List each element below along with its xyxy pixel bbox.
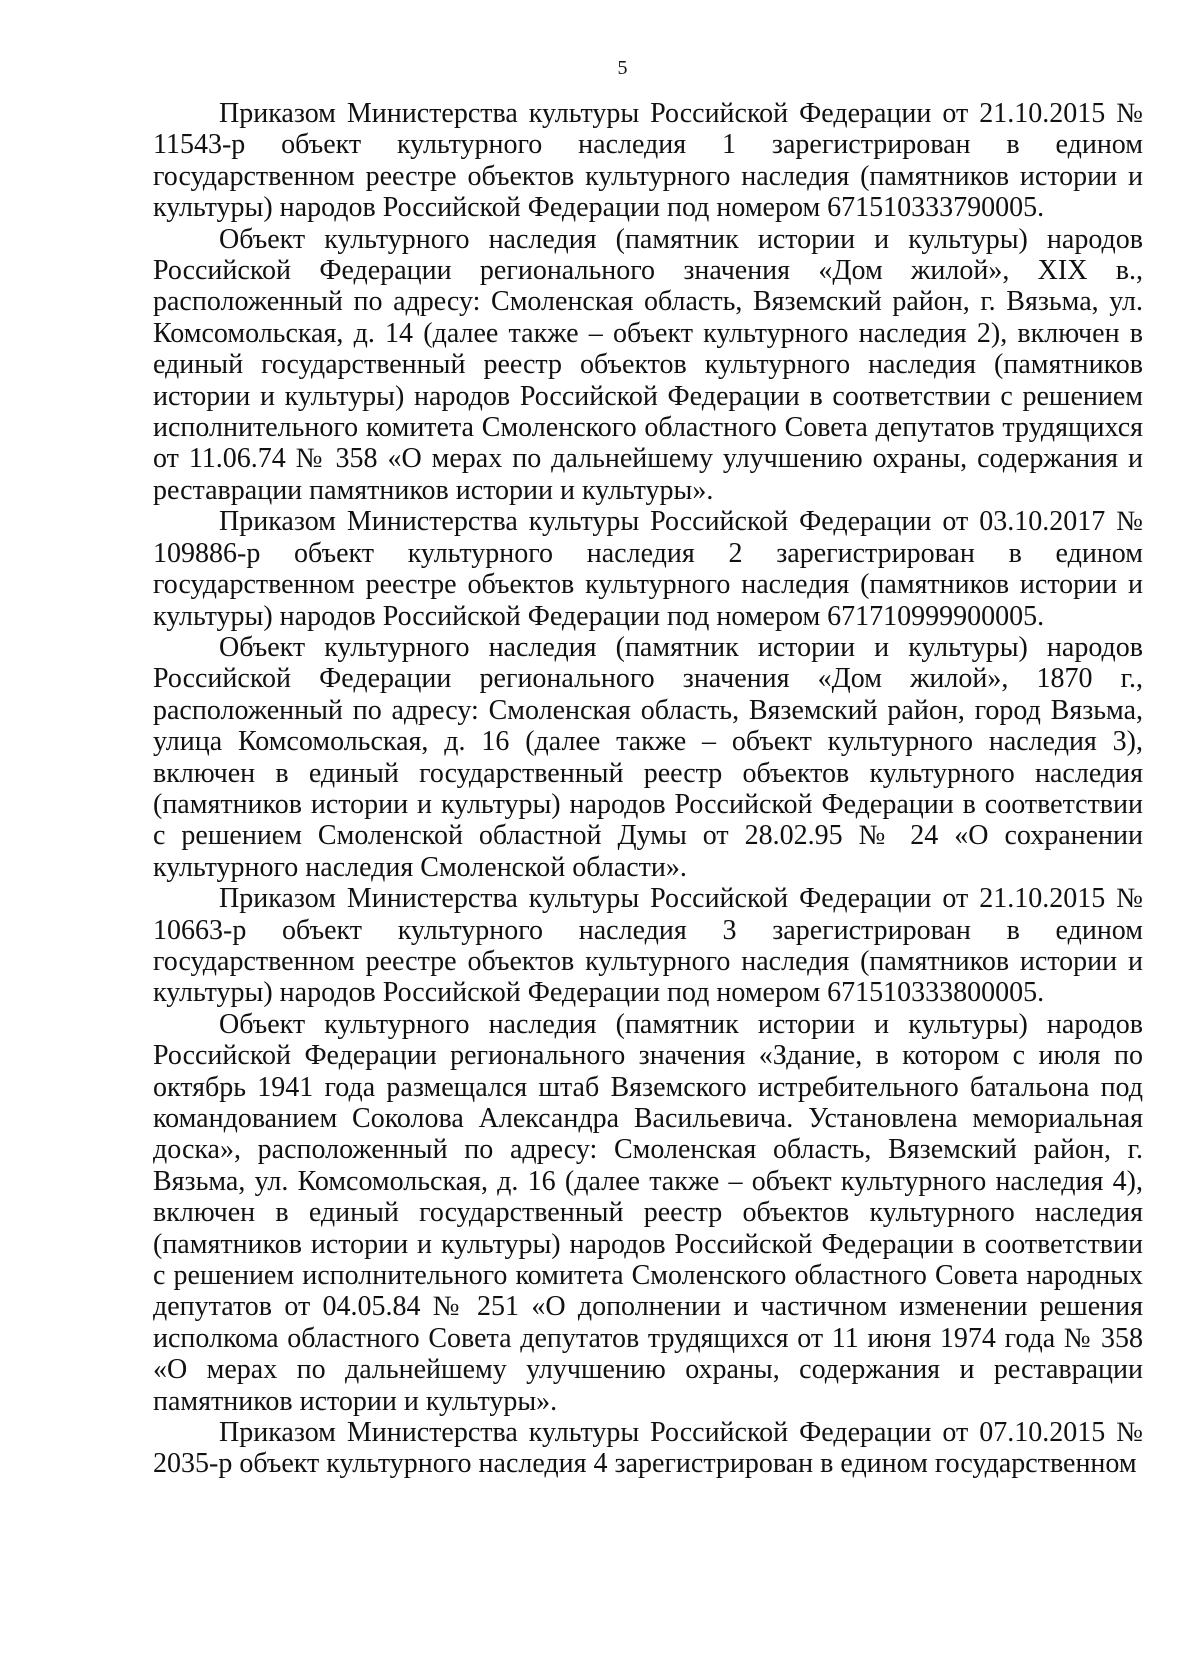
paragraph: Объект культурного наследия (памятник истории и культуры) народов Российской Федерации регионального значения «Дом жилой», 1870 г., расположенный по адресу: Смоленская область, Вяземский район, город Вязьма, улица Комсомольская, д. 16 (далее также – объект культурного наследия 3), включен в единый государственный реестр объектов культурного наследия (памятников истории и культуры) народов Российской Федерации в соответствии с решением Смоленской областной Думы от 28.02.95 № 24 «О сохранении культурного наследия Смоленской области». — [153, 631, 1143, 883]
paragraph: Приказом Министерства культуры Российской Федерации от 03.10.2017 № 109886-р объект культурного наследия 2 зарегистрирован в едином государственном реестре объектов культурного наследия (памятников истории и культуры) народов Российской Федерации под номером 671710999900005. — [153, 506, 1143, 632]
document-body — [153, 98, 1143, 1480]
paragraph: Приказом Министерства культуры Российской Федерации от 21.10.2015 № 11543-р объект культурного наследия 1 зарегистрирован в едином государственном реестре объектов культурного наследия (памятников истории и культуры) народов Российской Федерации под номером 671510333790005. — [153, 98, 1143, 224]
paragraph: Приказом Министерства культуры Российской Федерации от 21.10.2015 № 10663-р объект культурного наследия 3 зарегистрирован в едином государственном реестре объектов культурного наследия (памятников истории и культуры) народов Российской Федерации под номером 671510333800005. — [153, 883, 1143, 1009]
page-number: 5 — [617, 57, 628, 79]
paragraph: Объект культурного наследия (памятник истории и культуры) народов Российской Федерации регионального значения «Дом жилой», XIX в., расположенный по адресу: Смоленская область, Вяземский район, г. Вязьма, ул. Комсомольская, д. 14 (далее также – объект культурного наследия 2), включен в единый государственный реестр объектов культурного наследия (памятников истории и культуры) народов Российской Федерации в соответствии с решением исполнительного комитета Смоленского областного Совета депутатов трудящихся от 11.06.74 № 358 «О мерах по дальнейшему улучшению охраны, содержания и реставрации памятников истории и культуры». — [153, 223, 1143, 506]
paragraph: Приказом Министерства культуры Российской Федерации от 07.10.2015 № 2035-р объект культурного наследия 4 зарегистрирован в едином государственном — [153, 1417, 1143, 1480]
paragraph: Объект культурного наследия (памятник истории и культуры) народов Российской Федерации регионального значения «Здание, в котором с июля по октябрь 1941 года размещался штаб Вяземского истребительного батальона под командованием Соколова Александра Васильевича. Установлена мемориальная доска», расположенный по адресу: Смоленская область, Вяземский район, г. Вязьма, ул. Комсомольская, д. 16 (далее также – объект культурного наследия 4), включен в единый государственный реестр объектов культурного наследия (памятников истории и культуры) народов Российской Федерации в соответствии с решением исполнительного комитета Смоленского областного Совета народных депутатов от 04.05.84 № 251 «О дополнении и частичном изменении решения исполкома областного Совета депутатов трудящихся от 11 июня 1974 года № 358 «О мерах по дальнейшему улучшению охраны, содержания и реставрации памятников истории и культуры». — [153, 1008, 1143, 1417]
